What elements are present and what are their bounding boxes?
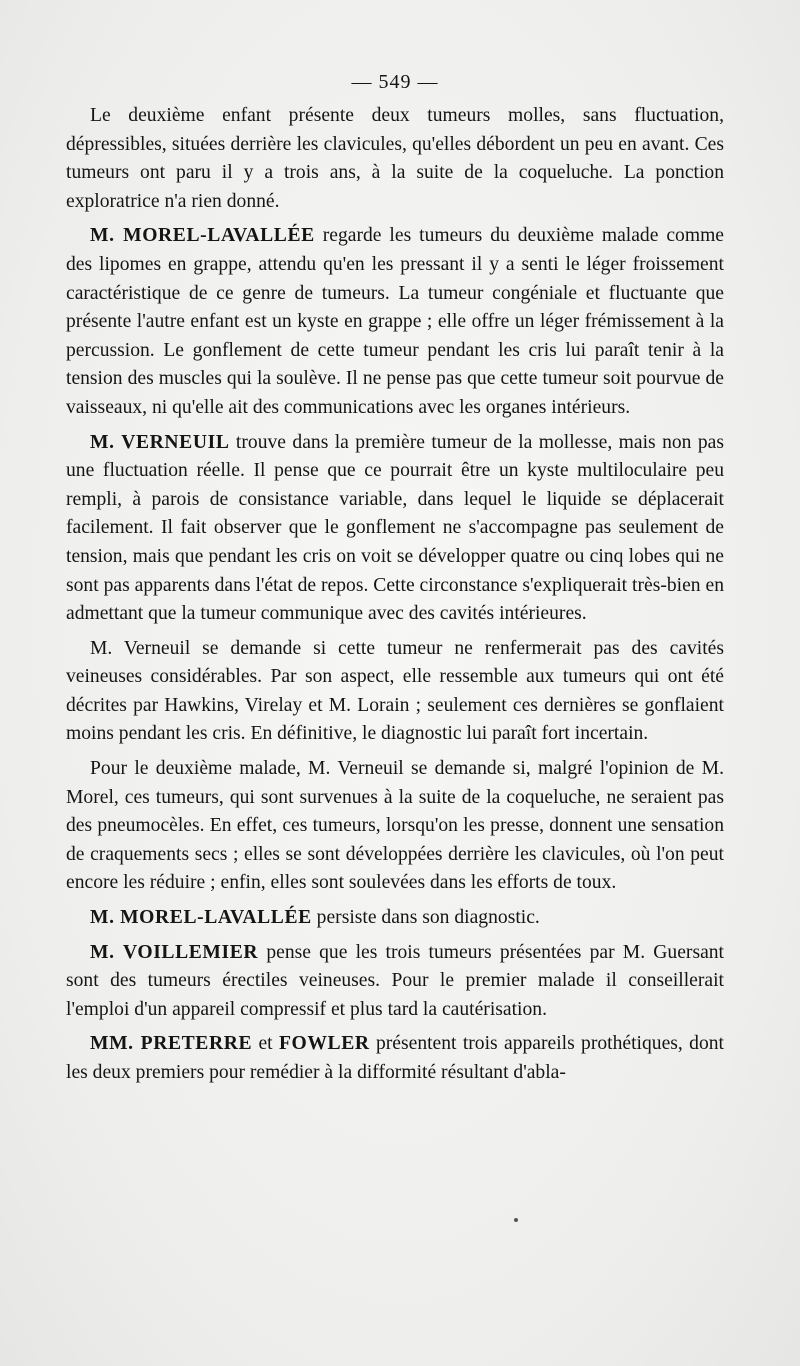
paragraph-text: persiste dans son diagnostic. (311, 907, 540, 929)
paragraph-2 (66, 222, 724, 422)
paragraph-3 (66, 429, 724, 629)
paragraph-text: présentent trois appareils prothétiques, dont les deux premiers pour remédier à la difformité résultant d'abla- (66, 1033, 724, 1083)
paragraph-text: Pour le deuxième malade, M. Verneuil se demande si, malgré l'opinion de M. Morel, ces tumeurs, qui sont survenues à la suite de la coqueluche, ne seraient pas des pneumocèles. En effet, ces tumeurs, lorsqu'on les presse, donnent une sensation de craquements secs ; elles se sont développées derrière les clavicules, où l'on peut encore les réduire ; enfin, elles sont soulevées dans les efforts de toux. (66, 758, 724, 894)
speaker-name: M. VERNEUIL (90, 431, 230, 453)
paragraph-4 (66, 635, 724, 749)
page-text (66, 68, 724, 1094)
speaker-name: FOWLER (278, 1033, 370, 1055)
paragraph-1 (66, 102, 724, 216)
ink-speck (514, 1218, 518, 1222)
paragraph-text: regarde les tumeurs du deuxième malade comme des lipomes en grappe, attendu qu'en les pressant il y a senti le léger froissement caractéristique de ce genre de tumeurs. La tumeur congéniale et fluctuante que présente l'autre enfant est un kyste en grappe ; elle offre un léger frémissement à la percussion. Le gonflement de cette tumeur pendant les cris lui paraît tenir à la tension des muscles qui la soulève. Il ne pense pas que cette tumeur soit pourvue de vaisseaux, ni qu'elle ait des communications avec les organes intérieurs. (66, 225, 725, 418)
paragraph-text: trouve dans la première tumeur de la mollesse, mais non pas une fluctuation réelle. Il pense que ce pourrait être un kyste multiloculaire peu rempli, à parois de consistance variable, dans lequel le liquide se déplacerait facilement. Il fait observer que le gonflement ne s'accompagne pas seulement de tension, mais que pendant les cris on voit se développer quatre ou cinq lobes qui ne sont pas apparents dans l'état de repos. Cette circonstance s'expliquerait très-bien en admettant que la tumeur communique avec des cavités intérieures. (66, 431, 725, 625)
paragraph-text: M. Verneuil se demande si cette tumeur ne renfermerait pas des cavités veineuses considérables. Par son aspect, elle ressemble aux tumeurs qui ont été décrites par Hawkins, Virelay et M. Lorain ; seulement ces dernières se gonflaient moins pendant les cris. En définitive, le diagnostic lui paraît fort incertain. (66, 637, 724, 745)
paragraph-5 (66, 755, 724, 898)
paragraph-8 (66, 1030, 724, 1087)
speaker-name: M. VOILLEMIER (90, 941, 259, 963)
page-number: — 549 — (351, 71, 439, 93)
speaker-name: M. MOREL-LAVALLÉE (90, 225, 315, 247)
speaker-name: MM. PRETERRE (90, 1033, 253, 1055)
paragraph-6 (66, 904, 724, 933)
joiner-text: et (252, 1033, 279, 1055)
paragraph-text: Le deuxième enfant présente deux tumeurs molles, sans fluctuation, dépressibles, situées derrière les clavicules, qu'elles débordent un peu en avant. Ces tumeurs ont paru il y a trois ans, à la suite de la coqueluche. La ponction exploratrice n'a rien donné. (66, 105, 724, 212)
paragraph-7 (66, 939, 724, 1025)
speaker-name: M. MOREL-LAVALLÉE (90, 907, 312, 929)
paragraph-text: pense que les trois tumeurs présentées par M. Guersant sont des tumeurs érectiles veineuses. Pour le premier malade il conseillerait l'emploi d'un appareil compressif et plus tard la cautérisation. (66, 941, 725, 1020)
